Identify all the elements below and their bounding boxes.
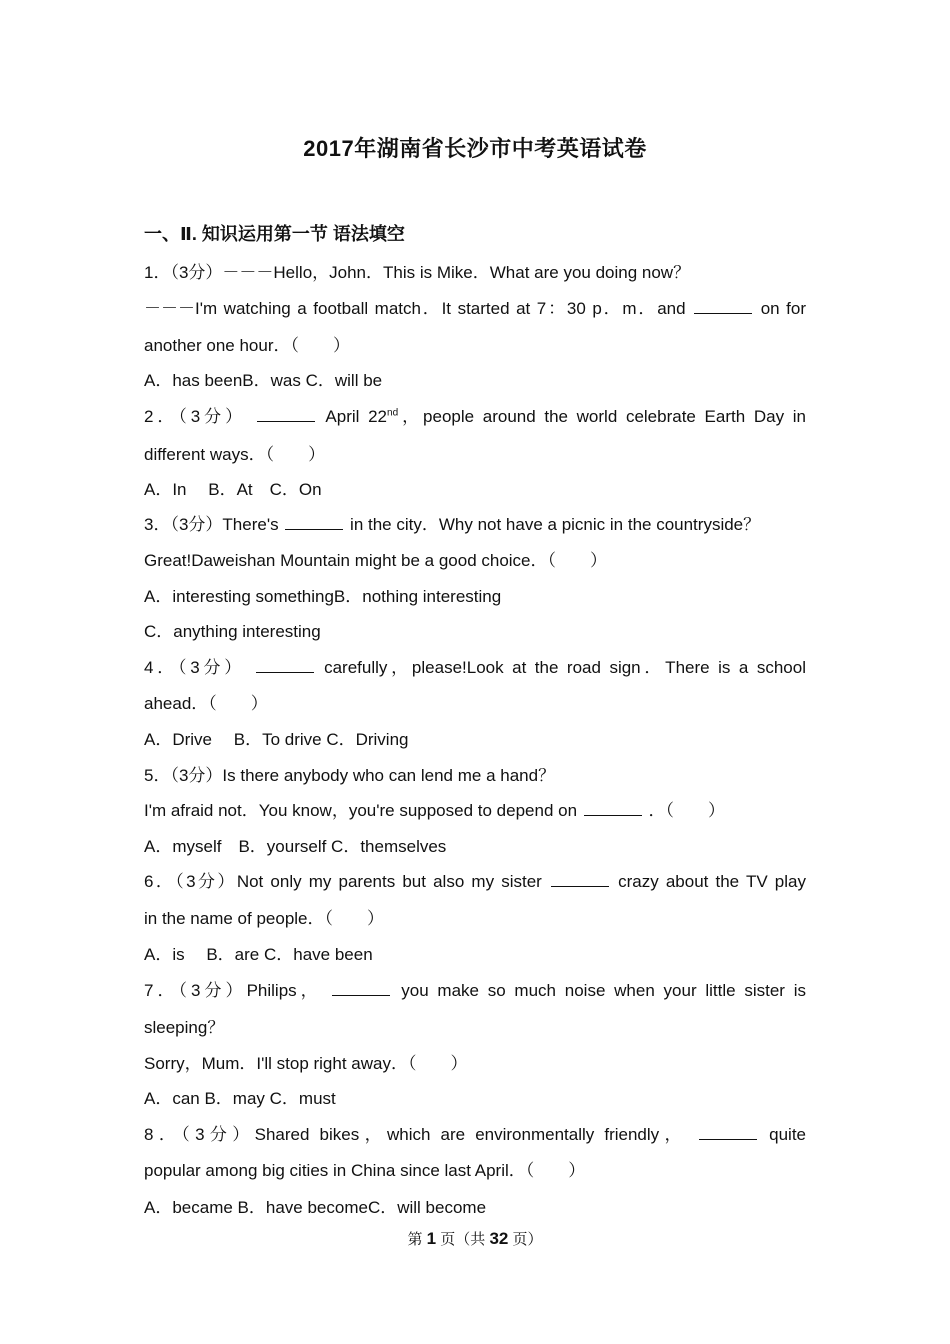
answer-blank: [584, 814, 642, 816]
question-5-text-a: I'm afraid not．You know，you're supposed to depend on: [144, 801, 578, 820]
ordinal-suffix: nd: [387, 407, 399, 419]
answer-blank: [256, 671, 314, 673]
question-4-text-b: carefully，please!Look at the road sign．There is a school: [324, 658, 806, 677]
question-3-text-b: in the city．Why not have a picnic in the countryside？: [350, 515, 761, 534]
question-7-line-2: sleeping？: [144, 1018, 225, 1037]
question-4-options: A．Drive B．To drive C．Driving: [144, 730, 409, 749]
question-4-line-1: [144, 653, 806, 678]
question-6-text-a: 6．（3分）Not only my parents but also my sister: [144, 872, 542, 891]
question-6-line-2: in the name of people．（ ）: [144, 909, 385, 928]
question-7-options: A．can B．may C．must: [144, 1089, 336, 1108]
question-7-text-b: you make so much noise when your little sister is: [401, 981, 806, 1000]
question-8-text-a: 8．（3分）Shared bikes，which are environmentally friendly，: [144, 1125, 687, 1144]
question-4-text-a: 4．（3分）: [144, 658, 246, 677]
question-5-options: A．myself B．yourself C．themselves: [144, 837, 447, 856]
question-1-line-2: [144, 294, 806, 319]
answer-blank: [694, 312, 752, 314]
question-1-text-a: －－－I'm watching a football match．It started at 7：30 p．m．and: [144, 299, 686, 318]
question-2-line-2: different ways．（ ）: [144, 445, 326, 464]
section-heading: 一、Ⅱ. 知识运用第一节 语法填空: [144, 224, 405, 244]
question-2-text-a: 2．（3分）: [144, 407, 247, 426]
question-1-line-3: another one hour．（ ）: [144, 336, 350, 355]
answer-blank: [551, 885, 609, 887]
question-7-line-3: Sorry，Mum．I'll stop right away．（ ）: [144, 1054, 468, 1073]
question-8-line-1: [144, 1120, 806, 1145]
question-3-line-1: [144, 510, 806, 535]
answer-blank: [332, 994, 390, 996]
question-4-line-2: ahead．（ ）: [144, 694, 268, 713]
question-1-text-b: on for: [760, 299, 806, 318]
question-1-options: A．has beenB．was C．will be: [144, 371, 383, 390]
question-5-line-2: [144, 796, 806, 821]
page-number: 1: [426, 1229, 437, 1248]
answer-blank: [285, 528, 343, 530]
question-6-options: A．is B．are C．have been: [144, 945, 373, 964]
answer-blank: [699, 1138, 757, 1140]
page-footer: [0, 1228, 950, 1249]
question-5-line-1: 5．（3分）Is there anybody who can lend me a hand？: [144, 766, 556, 785]
question-3-text-a: 3．（3分）There's: [144, 515, 279, 534]
footer-prefix: 第: [407, 1231, 423, 1248]
footer-middle: 页（共: [440, 1231, 486, 1248]
question-2-line-1: [144, 402, 806, 427]
question-8-options: A．became B．have becomeC．will become: [144, 1198, 487, 1217]
question-8-text-b: quite: [769, 1125, 807, 1144]
question-6-line-1: [144, 867, 806, 892]
question-7-line-1: [144, 976, 806, 1001]
question-1-line-1: 1．（3分）－－－Hello，John．This is Mike．What are you doing now？: [144, 263, 691, 282]
page-title: 2017年湖南省长沙市中考英语试卷: [303, 136, 647, 161]
question-7-text-a: 7．（3分）Philips，: [144, 981, 322, 1000]
total-pages: 32: [489, 1229, 509, 1248]
question-3-line-2: Great!Daweishan Mountain might be a good choice．（ ）: [144, 551, 608, 570]
question-5-text-b: ．（ ）: [648, 801, 726, 820]
answer-blank: [257, 420, 315, 422]
question-8-line-2: popular among big cities in China since last April．（ ）: [144, 1161, 586, 1180]
question-3-options-1: A．interesting somethingB．nothing interesting: [144, 587, 502, 606]
question-6-text-b: crazy about the TV play: [618, 872, 806, 891]
question-2-text-b: April 22: [325, 407, 388, 426]
question-2-options: A．In B．At C．On: [144, 480, 322, 499]
question-3-options-2: C．anything interesting: [144, 622, 321, 641]
question-2-text-c: ，people around the world celebrate Earth Day in: [398, 407, 806, 426]
footer-suffix: 页）: [512, 1231, 543, 1248]
